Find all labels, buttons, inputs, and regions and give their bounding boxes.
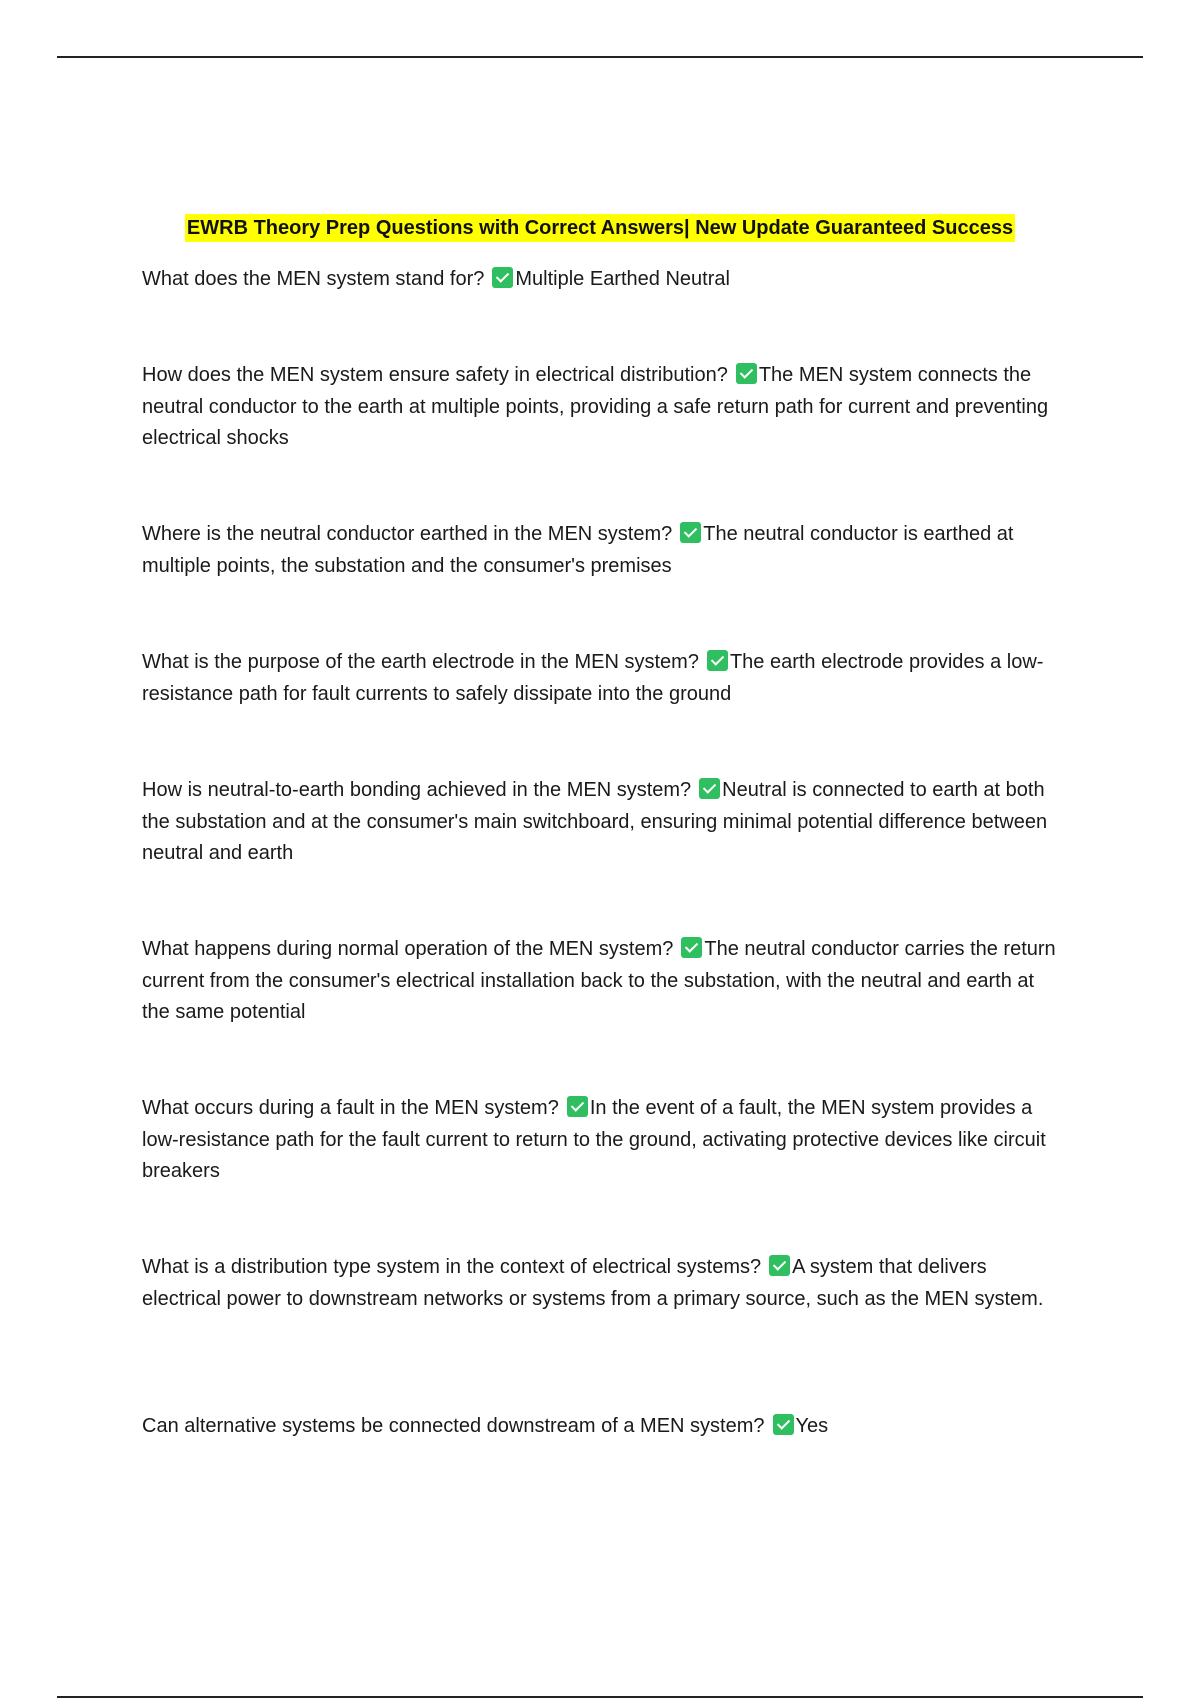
check-box-icon <box>707 650 728 671</box>
qa-item-6 <box>142 934 1067 1029</box>
check-box-icon <box>492 267 513 288</box>
qa-item-3 <box>142 519 1067 582</box>
question-text: What is a distribution type system in the context of electrical systems? <box>142 1256 762 1278</box>
check-box-icon <box>567 1096 588 1117</box>
answer-text: The MEN system connects the neutral conductor to the earth at multiple points, providing a safe return path for current and preventing electrical shocks <box>142 364 1049 449</box>
check-box-icon <box>699 778 720 799</box>
document-title: EWRB Theory Prep Questions with Correct Answers| New Update Guaranteed Success <box>185 214 1015 242</box>
qa-item-7 <box>142 1093 1067 1188</box>
qa-item-1 <box>142 264 1067 296</box>
question-text: What is the purpose of the earth electrode in the MEN system? <box>142 651 699 673</box>
qa-item-8 <box>142 1252 1067 1315</box>
question-text: How is neutral-to-earth bonding achieved in the MEN system? <box>142 779 692 801</box>
question-text: How does the MEN system ensure safety in electrical distribution? <box>142 364 728 386</box>
page-bottom-rule <box>57 1696 1143 1698</box>
question-text: Where is the neutral conductor earthed in the MEN system? <box>142 523 673 545</box>
question-text: What happens during normal operation of the MEN system? <box>142 938 674 960</box>
question-text: What does the MEN system stand for? <box>142 268 485 290</box>
qa-item-2 <box>142 360 1067 455</box>
page-top-rule <box>57 56 1143 58</box>
check-box-icon <box>680 522 701 543</box>
answer-text: The earth electrode provides a low-resistance path for fault currents to safely dissipate into the ground <box>142 651 1044 705</box>
answer-text: The neutral conductor is earthed at multiple points, the substation and the consumer's premises <box>142 523 1014 577</box>
answer-text: In the event of a fault, the MEN system provides a low-resistance path for the fault current to return to the ground, activating protective devices like circuit breakers <box>142 1097 1046 1182</box>
check-box-icon <box>773 1414 794 1435</box>
answer-text: A system that delivers electrical power to downstream networks or systems from a primary source, such as the MEN system. <box>142 1256 1044 1310</box>
qa-item-4 <box>142 647 1067 710</box>
check-box-icon <box>736 363 757 384</box>
question-text: What occurs during a fault in the MEN system? <box>142 1097 559 1119</box>
title-container <box>0 214 1200 242</box>
answer-text: Yes <box>795 1415 829 1437</box>
check-box-icon <box>769 1255 790 1276</box>
question-text: Can alternative systems be connected downstream of a MEN system? <box>142 1415 765 1437</box>
answer-text: Multiple Earthed Neutral <box>515 268 730 290</box>
answer-text: Neutral is connected to earth at both the substation and at the consumer's main switchboard, ensuring minimal potential difference between neutral and earth <box>142 779 1048 864</box>
check-box-icon <box>681 937 702 958</box>
qa-item-9 <box>142 1411 1067 1443</box>
qa-item-5 <box>142 775 1067 870</box>
answer-text: The neutral conductor carries the return current from the consumer's electrical installation back to the substation, with the neutral and earth at the same potential <box>142 938 1056 1023</box>
